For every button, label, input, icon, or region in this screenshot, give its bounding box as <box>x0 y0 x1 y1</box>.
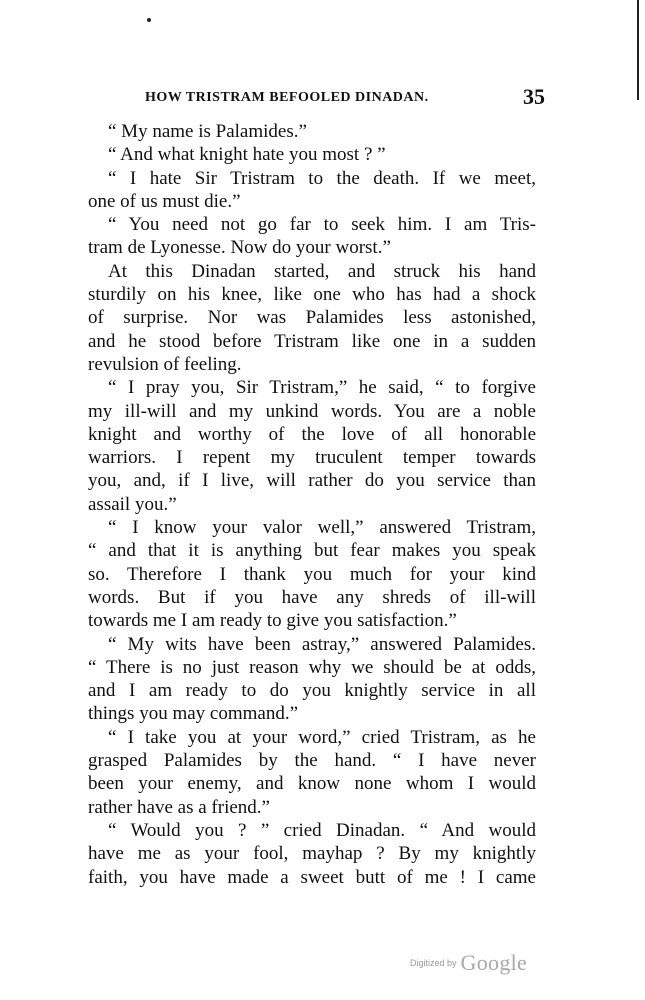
text-line: “ I hate Sir Tristram to the death. If we meet, <box>108 167 536 189</box>
text-line: revulsion of feeling. <box>88 353 242 375</box>
text-line: “ I pray you, Sir Tristram,” he said, “ to forgive <box>108 377 536 399</box>
speck-mark <box>147 18 151 22</box>
text-line: knight and worthy of the love of all honorable <box>88 423 536 445</box>
page-header <box>145 86 545 112</box>
page-number: 35 <box>523 84 545 109</box>
text-line: “ And what knight hate you most ? ” <box>108 144 386 166</box>
text-line: faith, you have made a sweet butt of me ! I came <box>88 866 536 888</box>
text-line: “ I take you at your word,” cried Tristram, as he <box>108 726 536 748</box>
text-line: “ My wits have been astray,” answered Palamides. <box>108 633 536 655</box>
text-line: have me as your fool, mayhap ? By my knightly <box>88 843 536 865</box>
text-line: words. But if you have any shreds of ill-will <box>88 586 536 608</box>
digitized-watermark <box>410 950 527 976</box>
text-line: “ My name is Palamides.” <box>108 121 307 142</box>
text-line: been your enemy, and know none whom I would <box>88 773 536 795</box>
text-line: At this Dinadan started, and struck his hand <box>108 260 536 282</box>
text-line: my ill-will and my unkind words. You are a noble <box>88 400 536 422</box>
google-logo: Google <box>460 950 528 975</box>
text-line: things you may command.” <box>88 703 299 725</box>
text-line: rather have as a friend.” <box>88 796 270 818</box>
text-line: tram de Lyonesse. Now do your worst.” <box>88 237 391 259</box>
text-line: grasped Palamides by the hand. “ I have never <box>88 750 536 772</box>
text-line: sturdily on his knee, like one who has had a shock <box>88 284 536 306</box>
text-line: and I am ready to do you knightly service in all <box>88 680 536 702</box>
text-line: “ I know your valor well,” answered Tristram, <box>108 517 536 539</box>
body-text <box>88 120 536 889</box>
text-line: of surprise. Nor was Palamides less astonished, <box>88 307 536 329</box>
page-edge-rule <box>637 0 639 100</box>
text-line: towards me I am ready to give you satisfaction.” <box>88 610 457 632</box>
text-line: warriors. I repent my truculent temper towards <box>88 447 536 469</box>
text-line: one of us must die.” <box>88 190 241 212</box>
text-line: assail you.” <box>88 493 177 515</box>
text-line: “ and that it is anything but fear makes you speak <box>88 540 536 562</box>
text-line: you, and, if I live, will rather do you service than <box>88 470 536 492</box>
text-line: so. Therefore I thank you much for your kind <box>88 563 536 585</box>
running-title: HOW TRISTRAM BEFOOLED DINADAN. <box>145 90 429 105</box>
text-line: “ There is no just reason why we should be at odds, <box>88 656 536 678</box>
text-line: and he stood before Tristram like one in a sudden <box>88 330 536 352</box>
digitized-by-label: Digitized by <box>410 958 457 968</box>
text-line: “ You need not go far to seek him. I am Tris- <box>108 214 536 236</box>
text-line: “ Would you ? ” cried Dinadan. “ And would <box>108 819 536 841</box>
